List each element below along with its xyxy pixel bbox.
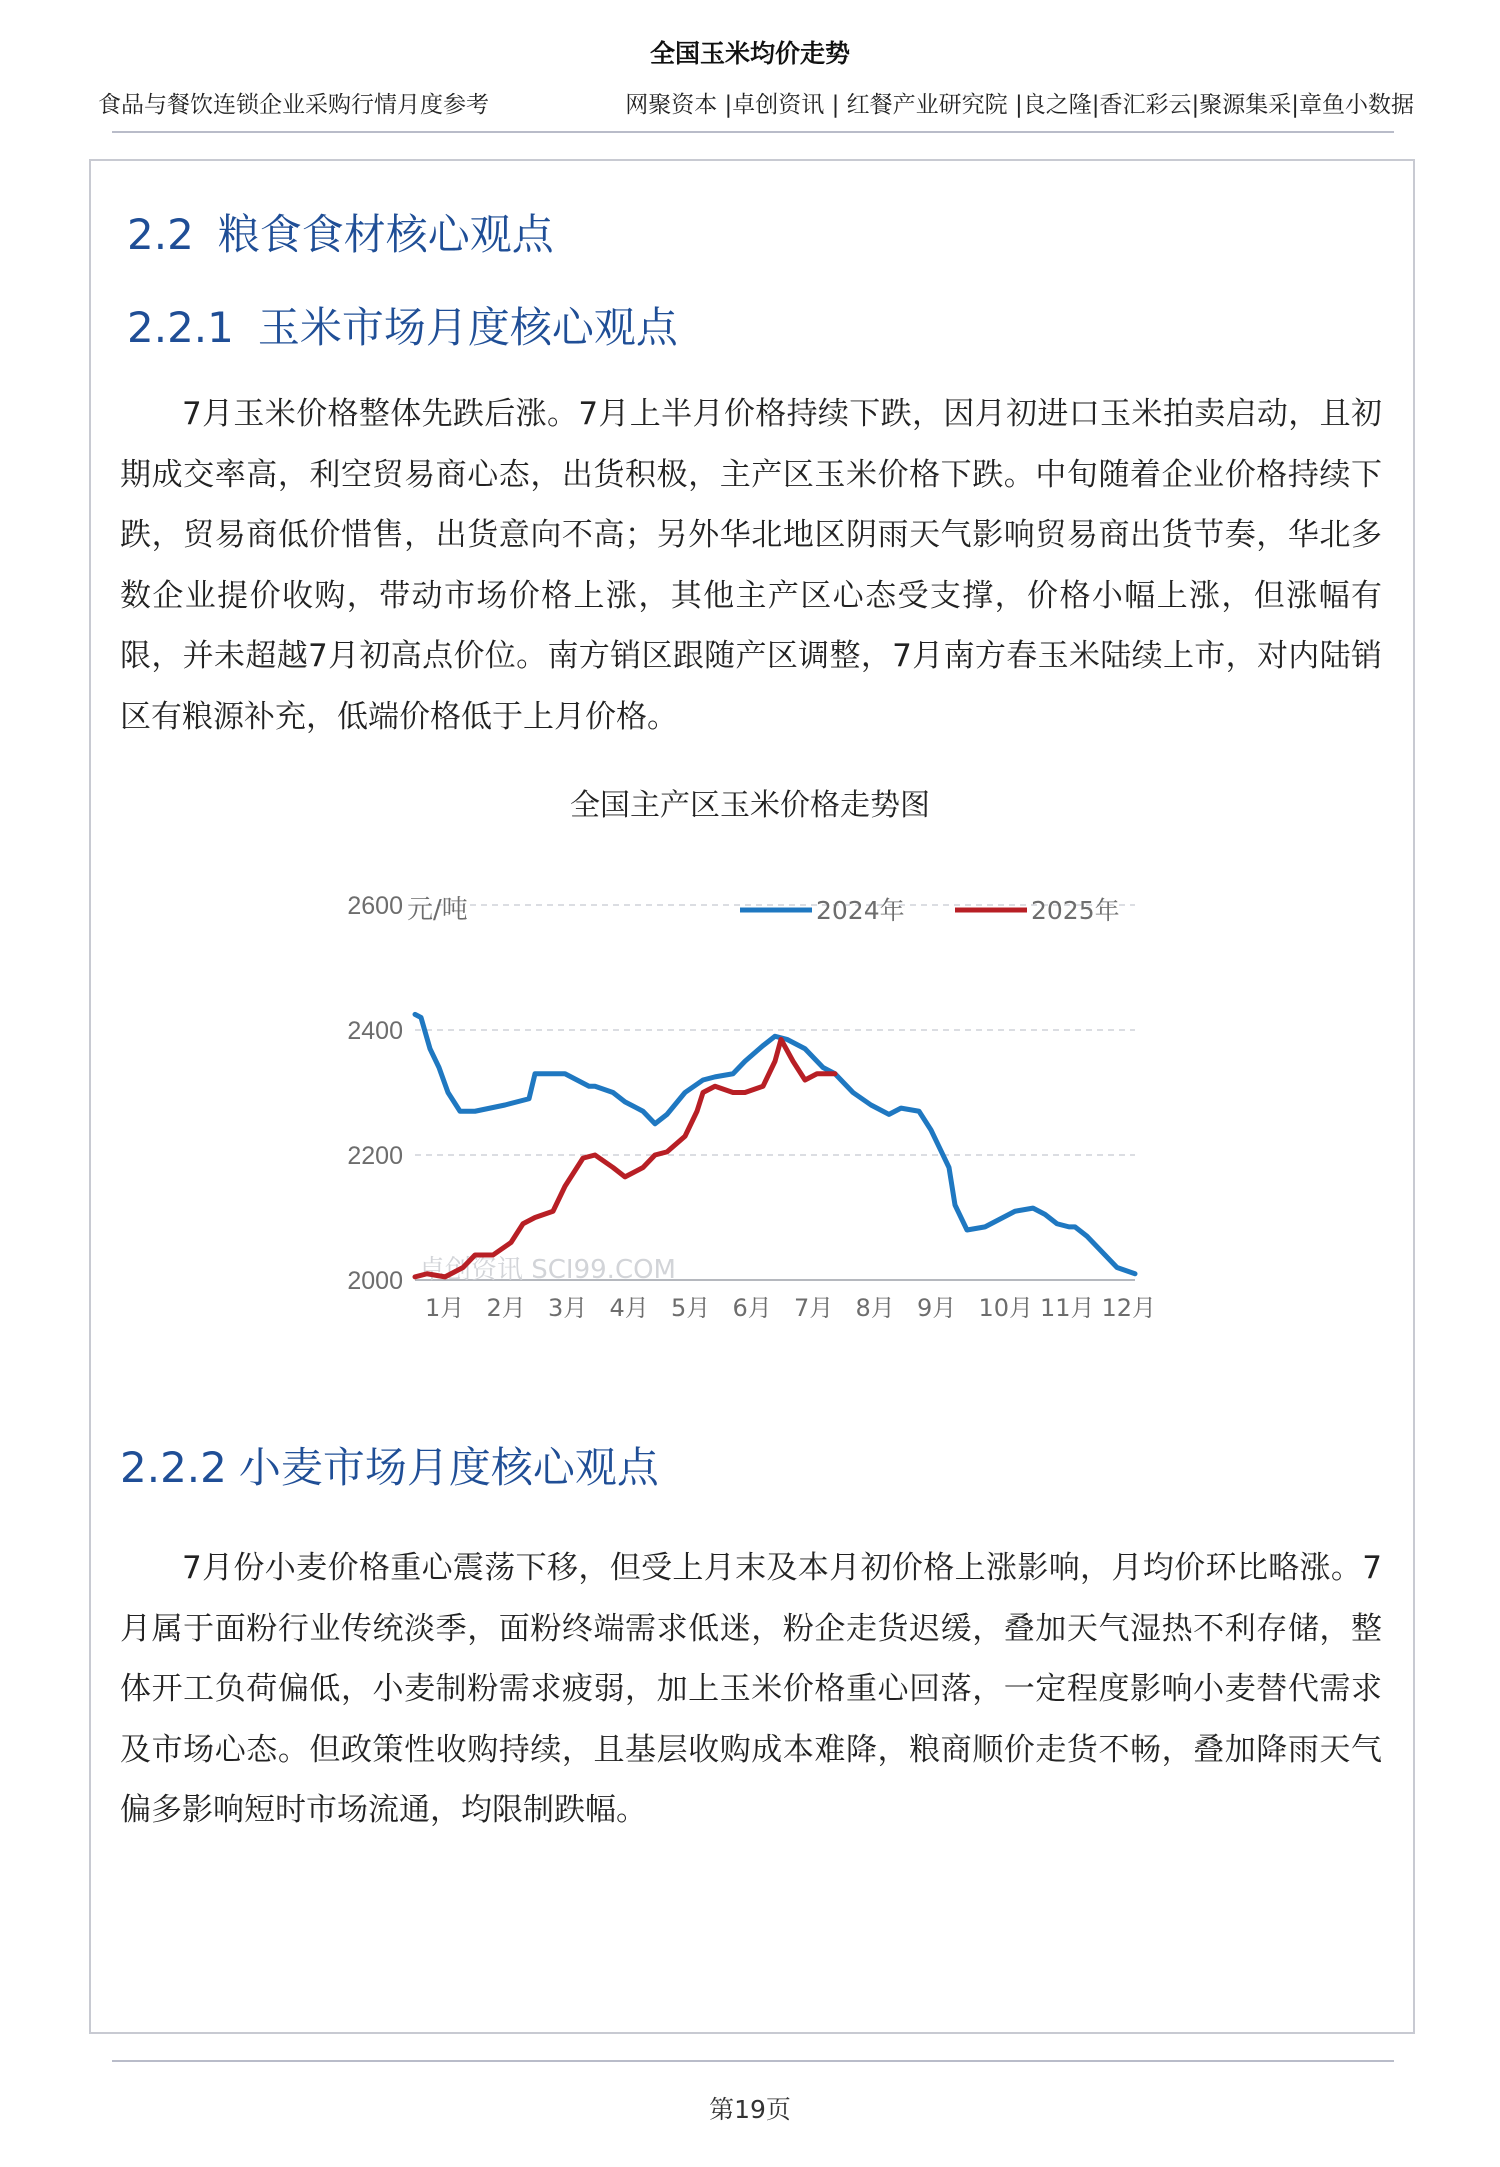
x-tick-label: 3月	[548, 1294, 588, 1322]
header-report-name: 食品与餐饮连锁企业采购行情月度参考	[98, 92, 489, 118]
x-tick-label: 6月	[732, 1294, 772, 1322]
header-divider	[112, 131, 1394, 133]
x-tick-label: 4月	[609, 1294, 649, 1322]
x-tick-label: 1月	[425, 1294, 465, 1322]
header-title: 全国玉米均价走势	[649, 39, 850, 68]
corn-number: 2.2.1	[127, 303, 234, 352]
corn-title: 玉米市场月度核心观点	[257, 303, 678, 352]
section-heading	[127, 202, 554, 262]
wheat-title: 小麦市场月度核心观点	[238, 1443, 659, 1492]
section-title: 粮食食材核心观点	[217, 210, 554, 259]
wheat-number: 2.2.2	[120, 1443, 227, 1492]
x-tick-label: 5月	[671, 1294, 711, 1322]
wheat-paragraph: 7月份小麦价格重心震荡下移，但受上月末及本月初价格上涨影响，月均价环比略涨。7月属于面粉行业传统淡季，面粉终端需求低迷，粉企走货迟缓，叠加天气湿热不利存储，整体开工负荷偏低，小麦制粉需求疲弱，加上玉米价格重心回落，一定程度影响小麦替代需求及市场心态。但政策性收购持续，且基层收购成本难降，粮商顺价走货不畅，叠加降雨天气偏多影响短时市场流通，均限制跌幅。	[120, 1550, 1382, 1828]
y-tick-label: 2000	[347, 1267, 403, 1295]
page-number: 第19页	[709, 2095, 791, 2124]
x-tick-label: 2月	[486, 1294, 526, 1322]
corn-paragraph: 7月玉米价格整体先跌后涨。7月上半月价格持续下跌，因月初进口玉米拍卖启动，且初期成交率高，利空贸易商心态，出货积极，主产区玉米价格下跌。中旬随着企业价格持续下跌，贸易商低价惜售，出货意向不高；另外华北地区阴雨天气影响贸易商出货节奏，华北多数企业提价收购，带动市场价格上涨，其他主产区心态受支撑，价格小幅上涨，但涨幅有限，并未超越7月初高点价位。南方销区跟随产区调整，7月南方春玉米陆续上市，对内陆销区有粮源补充，低端价格低于上月价格。	[120, 396, 1382, 735]
watermark: 卓创资讯 SCI99.COM	[419, 1255, 676, 1285]
footer-divider	[112, 2060, 1394, 2062]
header-sources: 网聚资本 |卓创资讯 | 红餐产业研究院 |良之隆|香汇彩云|聚源集采|章鱼小数据	[625, 92, 1414, 118]
legend-label-1: 2024年	[816, 896, 905, 925]
x-tick-label: 12月	[1101, 1294, 1157, 1322]
y-tick-label: 2400	[347, 1017, 403, 1045]
y-unit-label: 元/吨	[407, 895, 468, 925]
x-tick-label: 10月	[978, 1294, 1034, 1322]
corn-heading	[127, 295, 678, 355]
x-tick-label: 11月	[1040, 1294, 1095, 1322]
wheat-heading	[120, 1435, 659, 1495]
legend-label-2: 2025年	[1031, 896, 1120, 925]
y-tick-label: 2600	[347, 892, 403, 920]
x-tick-label: 7月	[794, 1294, 834, 1322]
y-tick-label: 2200	[347, 1142, 403, 1170]
chart-title: 全国主产区玉米价格走势图	[570, 788, 930, 823]
section-number: 2.2	[127, 210, 194, 259]
corn-price-chart	[290, 860, 1170, 1350]
x-tick-label: 8月	[855, 1294, 895, 1322]
x-tick-label: 9月	[917, 1294, 957, 1322]
